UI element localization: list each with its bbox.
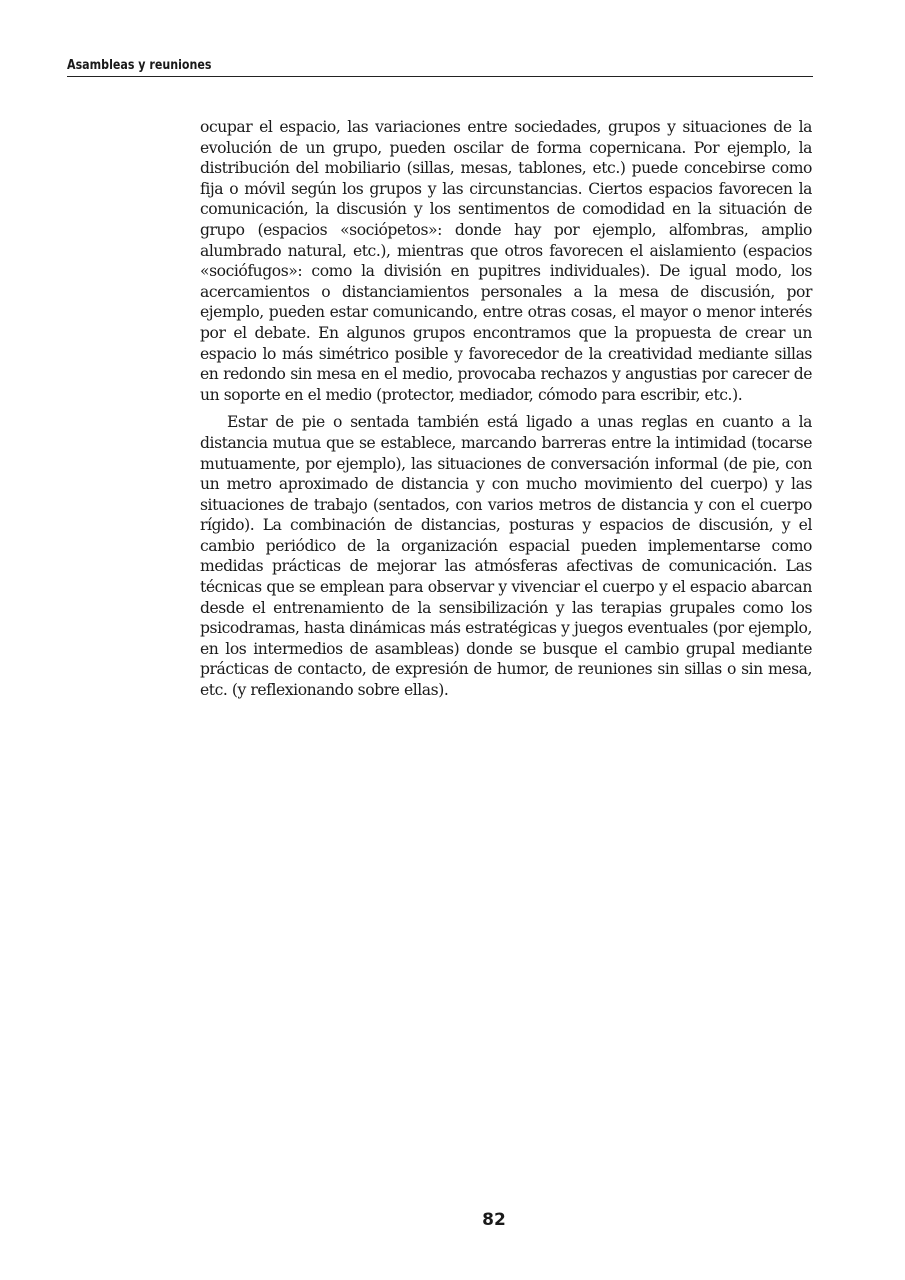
paragraph: ocupar el espacio, las variaciones entre sociedades, grupos y situaciones de la evolución de un grupo, pueden oscilar de forma copernicana. Por ejemplo, la distribución del mobiliario (sillas, mesas, tablones, etc.) puede concebirse como fija o móvil según los grupos y las circunstancias. Ciertos espacios favorecen la comunicación, la discusión y los sentimentos de comodidad en la situación de grupo (espacios «sociópetos»: donde hay por ejemplo, alfombras, amplio alumbrado natural, etc.), mientras que otros favorecen el aislamiento (espacios «sociófugos»: como la división en pupitres individuales). De igual modo, los acercamientos o distanciamientos personales a la mesa de discusión, por ejemplo, pueden estar comunicando, entre otras cosas, el mayor o menor interés por el debate. En algunos grupos encontramos que la propuesta de crear un espacio lo más simétrico posible y favorecedor de la creatividad mediante sillas en redondo sin mesa en el medio, provocaba rechazos y angustias por carecer de un soporte en el medio (protector, mediador, cómodo para escribir, etc.). xyxy=(200,118,812,404)
paragraph: Estar de pie o sentada también está ligado a unas reglas en cuanto a la distancia mutua que se establece, marcando barreras entre la intimidad (tocarse mutuamente, por ejemplo), las situaciones de conversación informal (de pie, con un metro aproximado de distancia y con mucho movimiento del cuerpo) y las situaciones de trabajo (sentados, con varios metros de distancia y con el cuerpo rígido). La combinación de distancias, posturas y espacios de discusión, y el cambio periódico de la organización espacial pueden implementarse como medidas prácticas de mejorar las atmósferas afectivas de comunicación. Las técnicas que se emplean para observar y vivenciar el cuerpo y el espacio abarcan desde el entrenamiento de la sensibilización y las terapias grupales como los psicodramas, hasta dinámicas más estratégicas y juegos eventuales (por ejemplo, en los intermedios de asambleas) donde se busque el cambio grupal mediante prácticas de contacto, de expresión de humor, de reuniones sin sillas o sin mesa, etc. (y reflexionando sobre ellas). xyxy=(200,413,812,700)
book-title: Asambleas y reuniones xyxy=(67,57,212,73)
running-header xyxy=(67,56,813,77)
body-text xyxy=(200,117,812,708)
page-number: 82 xyxy=(482,1210,506,1230)
